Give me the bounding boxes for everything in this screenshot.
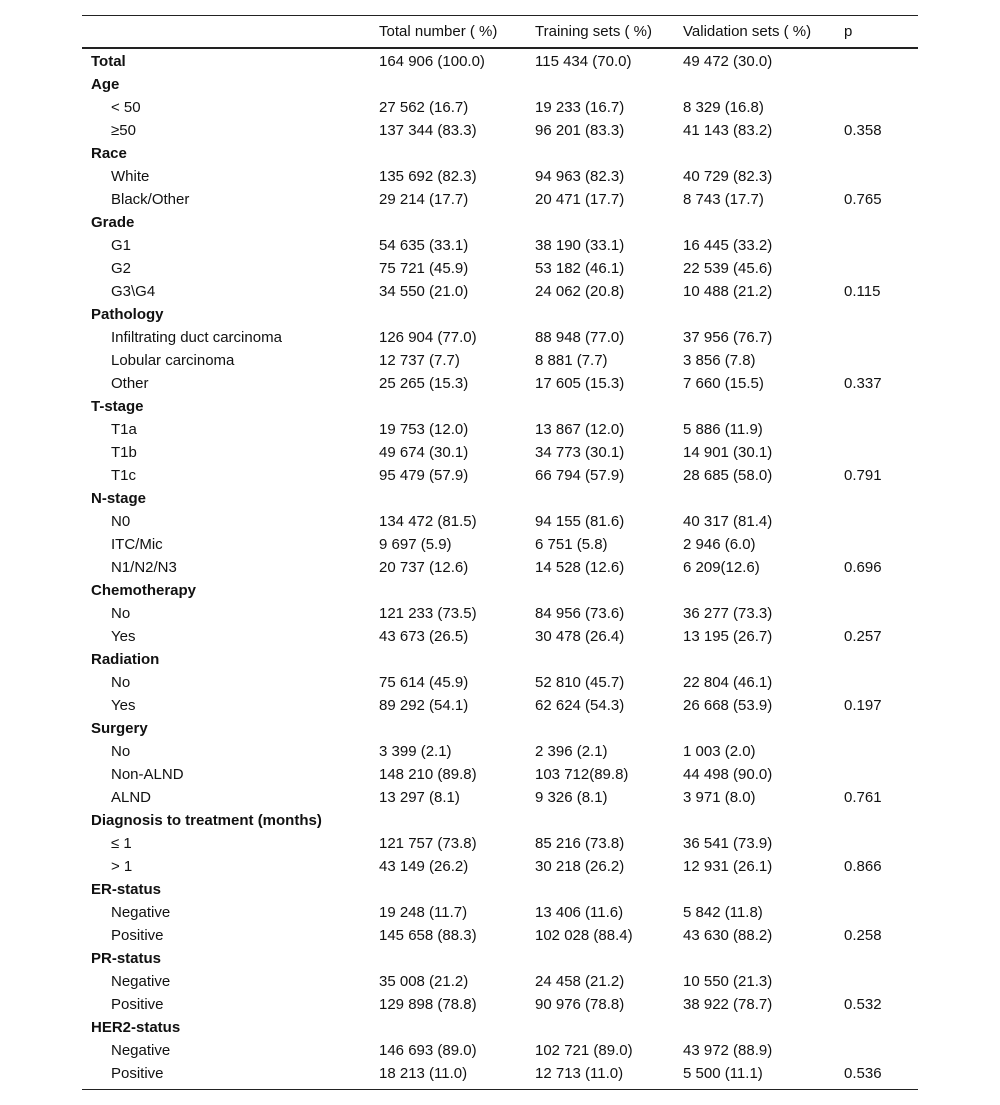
table-row bbox=[82, 602, 918, 625]
header-training-sets: Training sets ( %) bbox=[535, 23, 652, 40]
p-value-cell: 0.532 bbox=[844, 996, 882, 1013]
validation-sets-cell: 8 329 (16.8) bbox=[683, 99, 764, 116]
validation-sets-cell: 3 856 (7.8) bbox=[683, 352, 756, 369]
total-number-cell: 95 479 (57.9) bbox=[379, 467, 469, 484]
row-label: < 50 bbox=[111, 99, 141, 116]
row-label: Lobular carcinoma bbox=[111, 352, 235, 369]
table-row bbox=[82, 786, 918, 809]
table-row bbox=[82, 740, 918, 763]
validation-sets-cell: 38 922 (78.7) bbox=[683, 996, 773, 1013]
training-sets-cell: 20 471 (17.7) bbox=[535, 191, 625, 208]
row-label: No bbox=[111, 674, 131, 691]
table-row bbox=[82, 441, 918, 464]
table-group-row bbox=[82, 1016, 918, 1039]
table-row bbox=[82, 901, 918, 924]
table-group-row bbox=[82, 809, 918, 832]
row-label: G2 bbox=[111, 260, 132, 277]
training-sets-cell: 9 326 (8.1) bbox=[535, 789, 608, 806]
group-label: Race bbox=[91, 145, 127, 162]
validation-sets-cell: 5 500 (11.1) bbox=[683, 1065, 763, 1082]
table-group-row bbox=[82, 50, 918, 73]
group-label: PR-status bbox=[91, 950, 162, 967]
p-value-cell: 0.696 bbox=[844, 559, 882, 576]
total-number-cell: 54 635 (33.1) bbox=[379, 237, 469, 254]
table-group-row bbox=[82, 579, 918, 602]
total-number-cell: 75 721 (45.9) bbox=[379, 260, 469, 277]
table-row bbox=[82, 257, 918, 280]
table-group-row bbox=[82, 395, 918, 418]
row-label: ITC/Mic bbox=[111, 536, 163, 553]
row-label: T1b bbox=[111, 444, 137, 461]
row-label: G3\G4 bbox=[111, 283, 156, 300]
table-row bbox=[82, 372, 918, 395]
row-label: No bbox=[111, 605, 131, 622]
group-label: Pathology bbox=[91, 306, 164, 323]
total-number-cell: 19 753 (12.0) bbox=[379, 421, 469, 438]
training-sets-cell: 6 751 (5.8) bbox=[535, 536, 608, 553]
total-number-cell: 134 472 (81.5) bbox=[379, 513, 477, 530]
total-number-cell: 43 149 (26.2) bbox=[379, 858, 469, 875]
total-number-cell: 148 210 (89.8) bbox=[379, 766, 477, 783]
row-label: > 1 bbox=[111, 858, 133, 875]
training-sets-cell: 30 478 (26.4) bbox=[535, 628, 625, 645]
row-label: ≤ 1 bbox=[111, 835, 132, 852]
validation-sets-cell: 5 842 (11.8) bbox=[683, 904, 763, 921]
data-table bbox=[82, 15, 918, 1090]
training-sets-cell: 13 406 (11.6) bbox=[535, 904, 624, 921]
table-group-row bbox=[82, 648, 918, 671]
training-sets-cell: 96 201 (83.3) bbox=[535, 122, 625, 139]
table-row bbox=[82, 970, 918, 993]
training-sets-cell: 13 867 (12.0) bbox=[535, 421, 625, 438]
table-bottom-rule bbox=[82, 1089, 918, 1090]
group-label: N-stage bbox=[91, 490, 147, 507]
table-row bbox=[82, 832, 918, 855]
group-label: T-stage bbox=[91, 398, 144, 415]
total-number-cell: 34 550 (21.0) bbox=[379, 283, 469, 300]
total-number-cell: 126 904 (77.0) bbox=[379, 329, 477, 346]
validation-sets-cell: 5 886 (11.9) bbox=[683, 421, 763, 438]
total-number-cell: 121 757 (73.8) bbox=[379, 835, 477, 852]
training-sets-cell: 88 948 (77.0) bbox=[535, 329, 625, 346]
validation-sets-cell: 22 804 (46.1) bbox=[683, 674, 773, 691]
training-sets-cell: 115 434 (70.0) bbox=[535, 53, 632, 70]
validation-sets-cell: 7 660 (15.5) bbox=[683, 375, 764, 392]
table-row bbox=[82, 671, 918, 694]
table-row bbox=[82, 763, 918, 786]
training-sets-cell: 24 458 (21.2) bbox=[535, 973, 625, 990]
total-number-cell: 49 674 (30.1) bbox=[379, 444, 469, 461]
table-row bbox=[82, 510, 918, 533]
p-value-cell: 0.257 bbox=[844, 628, 882, 645]
validation-sets-cell: 43 972 (88.9) bbox=[683, 1042, 773, 1059]
p-value-cell: 0.765 bbox=[844, 191, 882, 208]
table-row bbox=[82, 119, 918, 142]
table-row bbox=[82, 924, 918, 947]
validation-sets-cell: 2 946 (6.0) bbox=[683, 536, 756, 553]
row-label: Black/Other bbox=[111, 191, 190, 208]
table-row bbox=[82, 349, 918, 372]
validation-sets-cell: 43 630 (88.2) bbox=[683, 927, 773, 944]
total-number-cell: 18 213 (11.0) bbox=[379, 1065, 468, 1082]
row-label: Yes bbox=[111, 628, 136, 645]
row-label: Non-ALND bbox=[111, 766, 184, 783]
validation-sets-cell: 26 668 (53.9) bbox=[683, 697, 773, 714]
row-label: Positive bbox=[111, 1065, 164, 1082]
training-sets-cell: 12 713 (11.0) bbox=[535, 1065, 624, 1082]
group-label: Surgery bbox=[91, 720, 148, 737]
training-sets-cell: 30 218 (26.2) bbox=[535, 858, 625, 875]
group-label: Age bbox=[91, 76, 120, 93]
row-label: N1/N2/N3 bbox=[111, 559, 177, 576]
table-group-row bbox=[82, 211, 918, 234]
validation-sets-cell: 36 277 (73.3) bbox=[683, 605, 773, 622]
group-label: Total bbox=[91, 53, 126, 70]
table-group-row bbox=[82, 487, 918, 510]
table-header-row bbox=[82, 16, 918, 47]
training-sets-cell: 66 794 (57.9) bbox=[535, 467, 625, 484]
training-sets-cell: 90 976 (78.8) bbox=[535, 996, 625, 1013]
validation-sets-cell: 36 541 (73.9) bbox=[683, 835, 773, 852]
total-number-cell: 35 008 (21.2) bbox=[379, 973, 469, 990]
validation-sets-cell: 10 550 (21.3) bbox=[683, 973, 773, 990]
p-value-cell: 0.761 bbox=[844, 789, 882, 806]
table-row bbox=[82, 855, 918, 878]
table-row bbox=[82, 694, 918, 717]
group-label: ER-status bbox=[91, 881, 162, 898]
total-number-cell: 29 214 (17.7) bbox=[379, 191, 469, 208]
total-number-cell: 121 233 (73.5) bbox=[379, 605, 477, 622]
table-group-row bbox=[82, 142, 918, 165]
row-label: Other bbox=[111, 375, 149, 392]
total-number-cell: 43 673 (26.5) bbox=[379, 628, 469, 645]
table-row bbox=[82, 556, 918, 579]
row-label: Yes bbox=[111, 697, 136, 714]
validation-sets-cell: 10 488 (21.2) bbox=[683, 283, 773, 300]
validation-sets-cell: 44 498 (90.0) bbox=[683, 766, 773, 783]
training-sets-cell: 52 810 (45.7) bbox=[535, 674, 625, 691]
total-number-cell: 9 697 (5.9) bbox=[379, 536, 452, 553]
training-sets-cell: 94 963 (82.3) bbox=[535, 168, 625, 185]
validation-sets-cell: 49 472 (30.0) bbox=[683, 53, 773, 70]
table-row bbox=[82, 1039, 918, 1062]
validation-sets-cell: 16 445 (33.2) bbox=[683, 237, 773, 254]
group-label: Chemotherapy bbox=[91, 582, 197, 599]
row-label: N0 bbox=[111, 513, 131, 530]
row-label: Negative bbox=[111, 1042, 171, 1059]
table-row bbox=[82, 625, 918, 648]
table-group-row bbox=[82, 878, 918, 901]
p-value-cell: 0.536 bbox=[844, 1065, 882, 1082]
training-sets-cell: 24 062 (20.8) bbox=[535, 283, 625, 300]
validation-sets-cell: 37 956 (76.7) bbox=[683, 329, 773, 346]
p-value-cell: 0.866 bbox=[844, 858, 882, 875]
table-row bbox=[82, 418, 918, 441]
header-validation-sets: Validation sets ( %) bbox=[683, 23, 812, 40]
group-label: Radiation bbox=[91, 651, 160, 668]
total-number-cell: 12 737 (7.7) bbox=[379, 352, 460, 369]
total-number-cell: 164 906 (100.0) bbox=[379, 53, 485, 70]
validation-sets-cell: 3 971 (8.0) bbox=[683, 789, 756, 806]
row-label: Negative bbox=[111, 904, 171, 921]
row-label: Positive bbox=[111, 927, 164, 944]
row-label: No bbox=[111, 743, 131, 760]
validation-sets-cell: 13 195 (26.7) bbox=[683, 628, 773, 645]
total-number-cell: 145 658 (88.3) bbox=[379, 927, 477, 944]
training-sets-cell: 85 216 (73.8) bbox=[535, 835, 625, 852]
training-sets-cell: 2 396 (2.1) bbox=[535, 743, 608, 760]
row-label: ≥50 bbox=[111, 122, 136, 139]
training-sets-cell: 103 712(89.8) bbox=[535, 766, 629, 783]
validation-sets-cell: 12 931 (26.1) bbox=[683, 858, 773, 875]
table-row bbox=[82, 165, 918, 188]
p-value-cell: 0.337 bbox=[844, 375, 882, 392]
total-number-cell: 129 898 (78.8) bbox=[379, 996, 477, 1013]
row-label: Positive bbox=[111, 996, 164, 1013]
table-row bbox=[82, 464, 918, 487]
p-value-cell: 0.115 bbox=[844, 283, 881, 300]
validation-sets-cell: 14 901 (30.1) bbox=[683, 444, 773, 461]
row-label: G1 bbox=[111, 237, 132, 254]
row-label: Negative bbox=[111, 973, 171, 990]
total-number-cell: 135 692 (82.3) bbox=[379, 168, 477, 185]
row-label: Infiltrating duct carcinoma bbox=[111, 329, 282, 346]
training-sets-cell: 102 721 (89.0) bbox=[535, 1042, 633, 1059]
total-number-cell: 19 248 (11.7) bbox=[379, 904, 468, 921]
table-group-row bbox=[82, 717, 918, 740]
table-row bbox=[82, 533, 918, 556]
validation-sets-cell: 8 743 (17.7) bbox=[683, 191, 764, 208]
group-label: Diagnosis to treatment (months) bbox=[91, 812, 322, 829]
row-label: T1c bbox=[111, 467, 137, 484]
header-p-value: p bbox=[844, 23, 853, 40]
training-sets-cell: 53 182 (46.1) bbox=[535, 260, 625, 277]
group-label: Grade bbox=[91, 214, 135, 231]
p-value-cell: 0.258 bbox=[844, 927, 882, 944]
total-number-cell: 146 693 (89.0) bbox=[379, 1042, 477, 1059]
training-sets-cell: 8 881 (7.7) bbox=[535, 352, 608, 369]
table-row bbox=[82, 280, 918, 303]
training-sets-cell: 102 028 (88.4) bbox=[535, 927, 633, 944]
table-row bbox=[82, 188, 918, 211]
table-row bbox=[82, 993, 918, 1016]
table-body bbox=[82, 49, 918, 1089]
training-sets-cell: 62 624 (54.3) bbox=[535, 697, 625, 714]
header-total-number: Total number ( %) bbox=[379, 23, 498, 40]
validation-sets-cell: 22 539 (45.6) bbox=[683, 260, 773, 277]
table-group-row bbox=[82, 73, 918, 96]
total-number-cell: 20 737 (12.6) bbox=[379, 559, 469, 576]
p-value-cell: 0.358 bbox=[844, 122, 882, 139]
row-label: T1a bbox=[111, 421, 137, 438]
validation-sets-cell: 40 317 (81.4) bbox=[683, 513, 773, 530]
training-sets-cell: 84 956 (73.6) bbox=[535, 605, 625, 622]
training-sets-cell: 19 233 (16.7) bbox=[535, 99, 625, 116]
total-number-cell: 75 614 (45.9) bbox=[379, 674, 469, 691]
total-number-cell: 25 265 (15.3) bbox=[379, 375, 469, 392]
validation-sets-cell: 41 143 (83.2) bbox=[683, 122, 773, 139]
table-group-row bbox=[82, 947, 918, 970]
training-sets-cell: 34 773 (30.1) bbox=[535, 444, 625, 461]
validation-sets-cell: 40 729 (82.3) bbox=[683, 168, 773, 185]
validation-sets-cell: 28 685 (58.0) bbox=[683, 467, 773, 484]
table-group-row bbox=[82, 303, 918, 326]
table-row bbox=[82, 96, 918, 119]
training-sets-cell: 94 155 (81.6) bbox=[535, 513, 625, 530]
total-number-cell: 137 344 (83.3) bbox=[379, 122, 477, 139]
p-value-cell: 0.197 bbox=[844, 697, 882, 714]
group-label: HER2-status bbox=[91, 1019, 181, 1036]
training-sets-cell: 14 528 (12.6) bbox=[535, 559, 625, 576]
table-row bbox=[82, 234, 918, 257]
total-number-cell: 89 292 (54.1) bbox=[379, 697, 469, 714]
validation-sets-cell: 1 003 (2.0) bbox=[683, 743, 756, 760]
row-label: White bbox=[111, 168, 150, 185]
table-row bbox=[82, 1062, 918, 1085]
p-value-cell: 0.791 bbox=[844, 467, 882, 484]
validation-sets-cell: 6 209(12.6) bbox=[683, 559, 760, 576]
training-sets-cell: 38 190 (33.1) bbox=[535, 237, 625, 254]
total-number-cell: 27 562 (16.7) bbox=[379, 99, 469, 116]
total-number-cell: 13 297 (8.1) bbox=[379, 789, 460, 806]
training-sets-cell: 17 605 (15.3) bbox=[535, 375, 625, 392]
table-row bbox=[82, 326, 918, 349]
row-label: ALND bbox=[111, 789, 152, 806]
total-number-cell: 3 399 (2.1) bbox=[379, 743, 452, 760]
